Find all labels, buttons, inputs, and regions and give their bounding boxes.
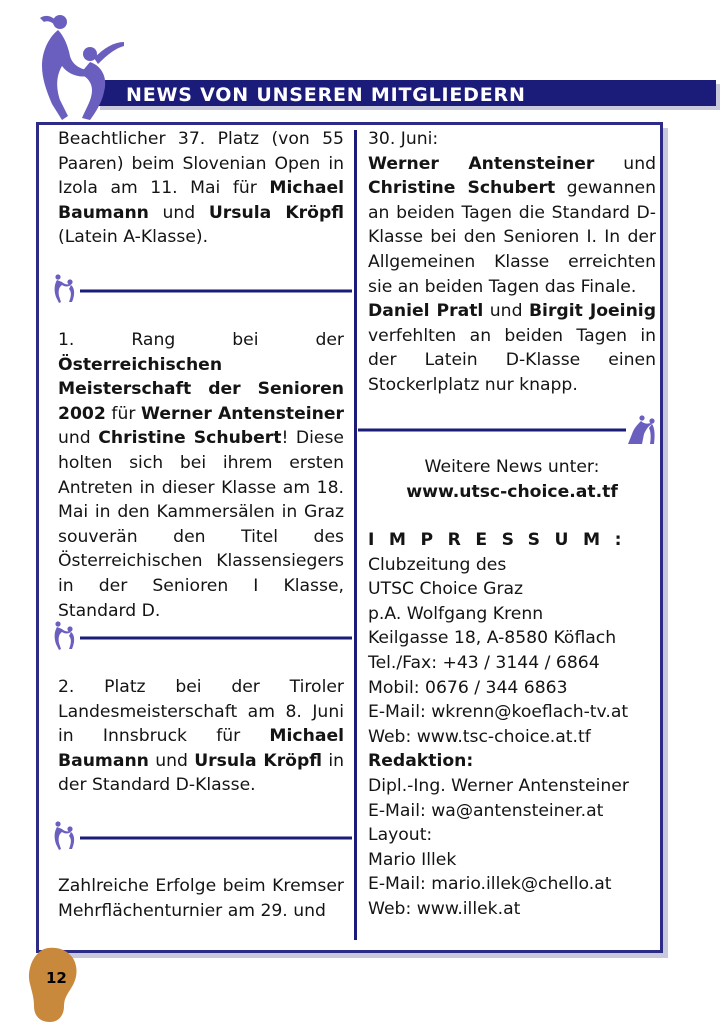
page-number: 12 [46, 969, 67, 987]
news-item-standard-d: Werner Antensteiner und Christine Schubert gewannen an beiden Tagen die Standard D-Klasse bei den Senioren I. In der Allgemeinen Klasse erreichten sie an beiden Tagen das Finale. [368, 153, 657, 297]
layout-email[interactable]: E-Mail: mario.illek@chello.at [368, 874, 612, 895]
news-item-kremser: Zahlreiche Erfolge beim Kremser Mehrflächenturnier am 29. und [58, 876, 344, 921]
impressum-line: p.A. Wolfgang Krenn [368, 603, 544, 624]
dancing-couple-icon [55, 821, 75, 850]
news-item-oem-senioren: 1. Rang bei der Österreichischen Meisterschaft der Senioren 2002 für Werner Antensteiner und Christine Schubert! Diese holten sich bei ihrem ersten Antreten in dieser Klasse am 18. Mai in den Kammersälen in Graz souverän den Titel des Österreichischen Klassensiegers in der Senioren I Klasse, Standard D. [58, 330, 344, 621]
dancers-logo-icon [12, 8, 132, 126]
impressum-line: Clubzeitung des [368, 554, 507, 575]
dancing-couple-separator [50, 273, 352, 305]
impressum-web[interactable]: Web: www.tsc-choice.at.tf [368, 726, 591, 747]
more-news-link[interactable]: www.utsc-choice.at.tf [406, 481, 618, 502]
date-continuation: 30. Juni: [368, 129, 439, 149]
impressum [368, 528, 656, 922]
more-news-label: Weitere News unter: [424, 457, 600, 477]
impressum-phone: Tel./Fax: +43 / 3144 / 6864 [368, 652, 600, 673]
layout-web[interactable]: Web: www.illek.at [368, 898, 521, 919]
dancing-couple-separator [358, 412, 658, 446]
impressum-mobile: Mobil: 0676 / 344 6863 [368, 677, 568, 698]
impressum-email[interactable]: E-Mail: wkrenn@koeflach-tv.at [368, 702, 629, 723]
dancing-couple-icon [55, 621, 75, 650]
dancing-couple-separator [50, 620, 352, 652]
impressum-title: IMPRESSUM: [368, 530, 636, 550]
dancing-couple-separator [50, 820, 352, 852]
dancing-couple-icon [55, 274, 75, 303]
page-title: NEWS VON UNSEREN MITGLIEDERN [126, 84, 526, 106]
news-item-slovenian-open: Beachtlicher 37. Platz (von 55 Paaren) beim Slovenian Open in Izola am 11. Mai für Michael Baumann und Ursula Kröpfl (Latein A-Klasse). [58, 129, 344, 248]
right-column [368, 127, 656, 398]
column-divider [354, 130, 357, 940]
redaktion-email[interactable]: E-Mail: wa@antensteiner.at [368, 800, 604, 821]
dancing-couple-icon [628, 415, 655, 444]
impressum-line: UTSC Choice Graz [368, 579, 524, 600]
impressum-address: Keilgasse 18, A-8580 Köflach [368, 628, 617, 649]
layout-name: Mario Illek [368, 849, 457, 870]
left-column [58, 127, 344, 250]
redaktion-label: Redaktion: [368, 751, 474, 772]
news-item-latein-d: Daniel Pratl und Birgit Joeinig verfehlten an beiden Tagen in der Latein D-Klasse einen Stockerlplatz nur knapp. [368, 301, 657, 395]
news-item-tiroler-lm: 2. Platz bei der Tiroler Landesmeisterschaft am 8. Juni in Innsbruck für Michael Baumann und Ursula Kröpfl in der Standard D-Klasse. [58, 677, 344, 796]
layout-label: Layout: [368, 825, 433, 846]
redaktion-line: Dipl.-Ing. Werner Antensteiner [368, 775, 629, 796]
more-news [368, 455, 656, 504]
